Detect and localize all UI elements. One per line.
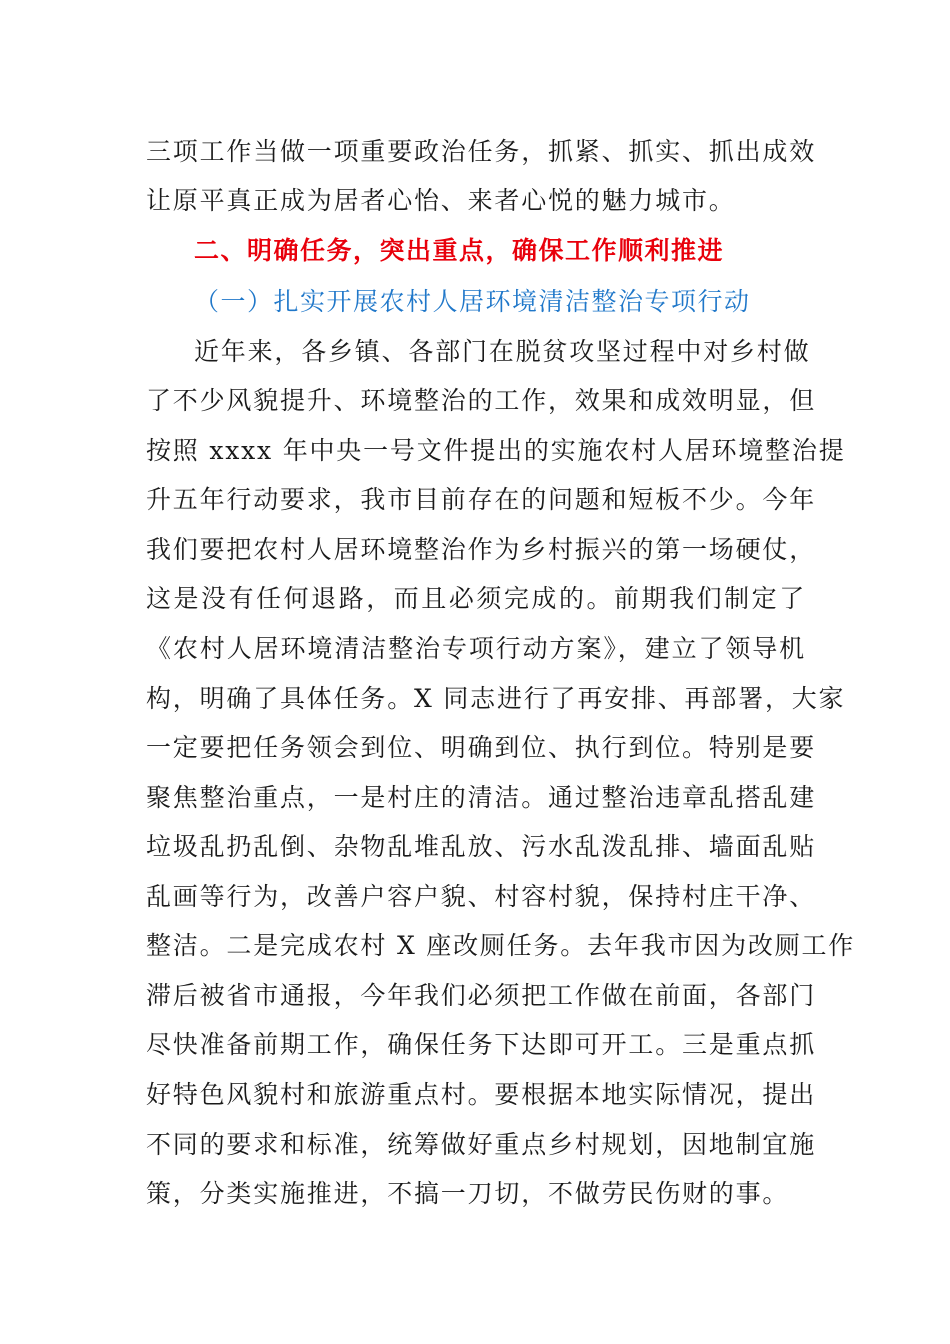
subsection-heading: （一）扎实开展农村人居环境清洁整治专项行动 [194,287,751,316]
body-line-3: 按照 xxxx 年中央一号文件提出的实施农村人居环境整治提 [146,436,846,465]
intro-line-1: 三项工作当做一项重要政治任务，抓紧、抓实、抓出成效 [146,137,817,166]
body-line-10: 聚焦整治重点，一是村庄的清洁。通过整治违章乱搭乱建 [146,783,817,812]
body-line-18: 策，分类实施推进，不搞一刀切，不做劳民伤财的事。 [146,1179,790,1208]
body-line-4: 升五年行动要求，我市目前存在的问题和短板不少。今年 [146,485,817,514]
body-line-8: 构，明确了具体任务。X 同志进行了再安排、再部署，大家 [146,684,846,713]
body-line-9: 一定要把任务领会到位、明确到位、执行到位。特别是要 [146,733,817,762]
body-line-6: 这是没有任何退路，而且必须完成的。前期我们制定了 [146,584,806,613]
section-heading: 二、明确任务，突出重点，确保工作顺利推进 [194,236,725,265]
body-line-13: 整洁。二是完成农村 X 座改厕任务。去年我市因为改厕工作 [146,931,856,960]
body-line-1: 近年来，各乡镇、各部门在脱贫攻坚过程中对乡村做 [194,337,811,366]
intro-line-2: 让原平真正成为居者心怡、来者心悦的魅力城市。 [146,186,736,215]
body-line-5: 我们要把农村人居环境整治作为乡村振兴的第一场硬仗， [146,535,817,564]
body-line-17: 不同的要求和标准，统筹做好重点乡村规划，因地制宜施 [146,1130,817,1159]
body-line-14: 滞后被省市通报，今年我们必须把工作做在前面，各部门 [146,981,817,1010]
body-line-16: 好特色风貌村和旅游重点村。要根据本地实际情况，提出 [146,1080,817,1109]
body-line-15: 尽快准备前期工作，确保任务下达即可开工。三是重点抓 [146,1030,817,1059]
body-line-2: 了不少风貌提升、环境整治的工作，效果和成效明显，但 [146,386,817,415]
body-line-11: 垃圾乱扔乱倒、杂物乱堆乱放、污水乱泼乱排、墙面乱贴 [146,832,817,861]
body-line-7: 《农村人居环境清洁整治专项行动方案》，建立了领导机 [146,634,806,663]
body-line-12: 乱画等行为，改善户容户貌、村容村貌，保持村庄干净、 [146,882,817,911]
